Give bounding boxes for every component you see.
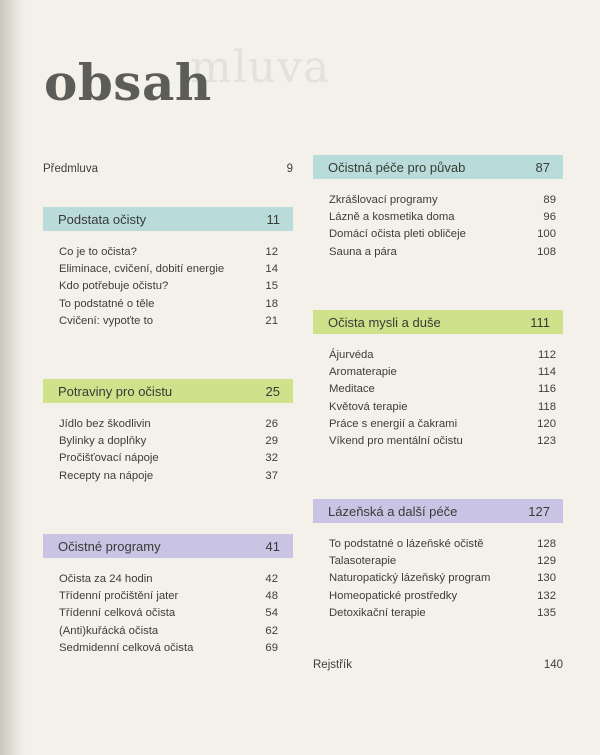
toc-item-label: Meditace <box>329 383 375 396</box>
toc-section <box>313 310 563 452</box>
toc-item[interactable] <box>59 642 278 659</box>
toc-section <box>313 499 563 624</box>
toc-item-label: To podstatné o lázeňské očistě <box>329 538 484 550</box>
toc-item-label: Třídenní pročištění jater <box>59 590 179 603</box>
toc-item-label: Sauna a pára <box>329 245 397 258</box>
toc-item-page: 14 <box>265 263 278 276</box>
toc-item-page: 32 <box>265 452 278 465</box>
toc-item[interactable] <box>329 418 556 435</box>
section-page-number: 25 <box>265 383 280 399</box>
toc-item-page: 62 <box>265 624 278 637</box>
toc-item[interactable] <box>329 435 556 452</box>
toc-item-label: Cvičení: vypoťte to <box>59 314 154 327</box>
toc-item[interactable] <box>59 315 278 332</box>
toc-item-page: 21 <box>265 314 278 327</box>
toc-section <box>43 207 293 332</box>
toc-item-label: Očista za 24 hodin <box>59 573 153 585</box>
section-header-bar[interactable] <box>43 207 293 231</box>
section-title: Potraviny pro očistu <box>58 383 173 399</box>
toc-section <box>43 379 293 487</box>
page-gutter-shadow <box>0 0 26 755</box>
toc-item-page: 42 <box>265 573 278 585</box>
toc-item-label: Detoxikační terapie <box>329 606 426 619</box>
toc-entry-page: 9 <box>286 163 293 175</box>
section-header-bar[interactable] <box>313 310 563 334</box>
toc-item-page: 114 <box>537 366 556 379</box>
toc-item-page: 54 <box>265 607 278 620</box>
toc-item[interactable] <box>59 607 278 624</box>
toc-item-page: 129 <box>537 555 556 568</box>
toc-item[interactable] <box>59 246 278 263</box>
toc-item-page: 128 <box>537 538 556 550</box>
toc-item-page: 89 <box>543 194 556 206</box>
section-item-list <box>43 418 293 487</box>
toc-entry-label: Předmluva <box>43 163 98 175</box>
section-title: Očistné programy <box>58 538 161 554</box>
toc-entry-label: Rejstřík <box>313 659 352 671</box>
toc-item[interactable] <box>59 418 278 435</box>
section-page-number: 111 <box>530 314 550 330</box>
toc-item-label: Lázně a kosmetika doma <box>329 211 455 224</box>
toc-entry-page: 140 <box>543 659 563 671</box>
toc-item-label: Sedmidenní celková očista <box>59 641 194 654</box>
toc-entry-predmluva[interactable] <box>43 163 293 175</box>
toc-item[interactable] <box>329 572 556 589</box>
section-item-list <box>313 349 563 452</box>
toc-item-page: 12 <box>265 246 278 258</box>
toc-item[interactable] <box>329 211 556 228</box>
toc-section <box>43 534 293 659</box>
toc-item-label: Aromaterapie <box>329 366 397 379</box>
section-page-number: 127 <box>528 503 550 519</box>
toc-item-label: Co je to očista? <box>59 246 137 258</box>
toc-item-page: 69 <box>265 641 278 654</box>
toc-item-page: 26 <box>265 418 278 430</box>
toc-item[interactable] <box>329 383 556 400</box>
toc-item[interactable] <box>59 298 278 315</box>
toc-item[interactable] <box>59 470 278 487</box>
toc-item[interactable] <box>59 435 278 452</box>
toc-item[interactable] <box>59 590 278 607</box>
toc-item[interactable] <box>59 452 278 469</box>
toc-item[interactable] <box>329 366 556 383</box>
toc-item-page: 135 <box>537 606 556 619</box>
toc-item[interactable] <box>329 555 556 572</box>
section-item-list <box>313 194 563 263</box>
toc-item-label: Domácí očista pleti obličeje <box>329 228 466 241</box>
section-title: Očista mysli a duše <box>328 314 441 330</box>
section-page-number: 11 <box>266 211 280 227</box>
toc-item[interactable] <box>329 349 556 366</box>
toc-item-page: 96 <box>543 211 556 224</box>
toc-item-label: To podstatné o těle <box>59 297 155 310</box>
toc-item-label: Talasoterapie <box>329 555 397 568</box>
toc-item[interactable] <box>329 538 556 555</box>
section-item-list <box>43 246 293 332</box>
section-header-bar[interactable] <box>43 534 293 558</box>
toc-item[interactable] <box>329 194 556 211</box>
section-item-list <box>313 538 563 624</box>
toc-item-label: (Anti)kuřácká očista <box>59 624 159 637</box>
toc-item[interactable] <box>329 228 556 245</box>
section-page-number: 87 <box>535 159 550 175</box>
show-through-text: mluva <box>190 42 331 93</box>
toc-item-label: Ájurvéda <box>329 349 374 361</box>
toc-item-label: Bylinky a doplňky <box>59 435 147 448</box>
toc-item[interactable] <box>59 573 278 590</box>
toc-item-label: Recepty na nápoje <box>59 469 154 482</box>
toc-item[interactable] <box>59 280 278 297</box>
toc-item-page: 29 <box>265 435 278 448</box>
section-title: Podstata očisty <box>58 211 147 227</box>
toc-item-page: 116 <box>537 383 556 396</box>
toc-item-label: Kdo potřebuje očistu? <box>59 280 169 293</box>
section-item-list <box>43 573 293 659</box>
toc-item[interactable] <box>59 263 278 280</box>
toc-entry-rejstrik[interactable] <box>313 659 563 671</box>
toc-item-page: 118 <box>537 400 556 413</box>
section-header-bar[interactable] <box>313 499 563 523</box>
section-page-number: 41 <box>265 538 280 554</box>
toc-item-label: Eliminace, cvičení, dobití energie <box>59 263 225 276</box>
page-title: obsah <box>44 53 212 112</box>
toc-section <box>313 155 563 263</box>
toc-item-page: 100 <box>537 228 556 241</box>
toc-item-label: Práce s energií a čakrami <box>329 417 458 430</box>
toc-item-label: Víkend pro mentální očistu <box>329 434 463 447</box>
toc-item-label: Zkrášlovací programy <box>329 194 438 206</box>
toc-item-label: Květová terapie <box>329 400 408 413</box>
toc-item-page: 15 <box>265 280 278 293</box>
toc-item-page: 112 <box>537 349 556 361</box>
toc-item-page: 123 <box>537 434 556 447</box>
section-header-bar[interactable] <box>43 379 293 403</box>
toc-item[interactable] <box>329 401 556 418</box>
toc-item-label: Naturopatický lázeňský program <box>329 572 491 585</box>
toc-item-page: 108 <box>537 245 556 258</box>
toc-item-page: 130 <box>537 572 556 585</box>
toc-item-page: 18 <box>265 297 278 310</box>
toc-item[interactable] <box>329 607 556 624</box>
toc-item-label: Homeopatické prostředky <box>329 589 458 602</box>
toc-item-page: 120 <box>537 417 556 430</box>
toc-item-page: 37 <box>265 469 278 482</box>
toc-item[interactable] <box>59 625 278 642</box>
section-title: Očistná péče pro půvab <box>328 159 466 175</box>
section-header-bar[interactable] <box>313 155 563 179</box>
toc-item-page: 132 <box>537 589 556 602</box>
toc-item-label: Jídlo bez škodlivin <box>59 418 151 430</box>
toc-item-page: 48 <box>265 590 278 603</box>
toc-item[interactable] <box>329 590 556 607</box>
toc-item-label: Třídenní celková očista <box>59 607 176 620</box>
section-title: Lázeňská a další péče <box>328 503 458 519</box>
toc-item-label: Pročišťovací nápoje <box>59 452 159 465</box>
toc-item[interactable] <box>329 246 556 263</box>
